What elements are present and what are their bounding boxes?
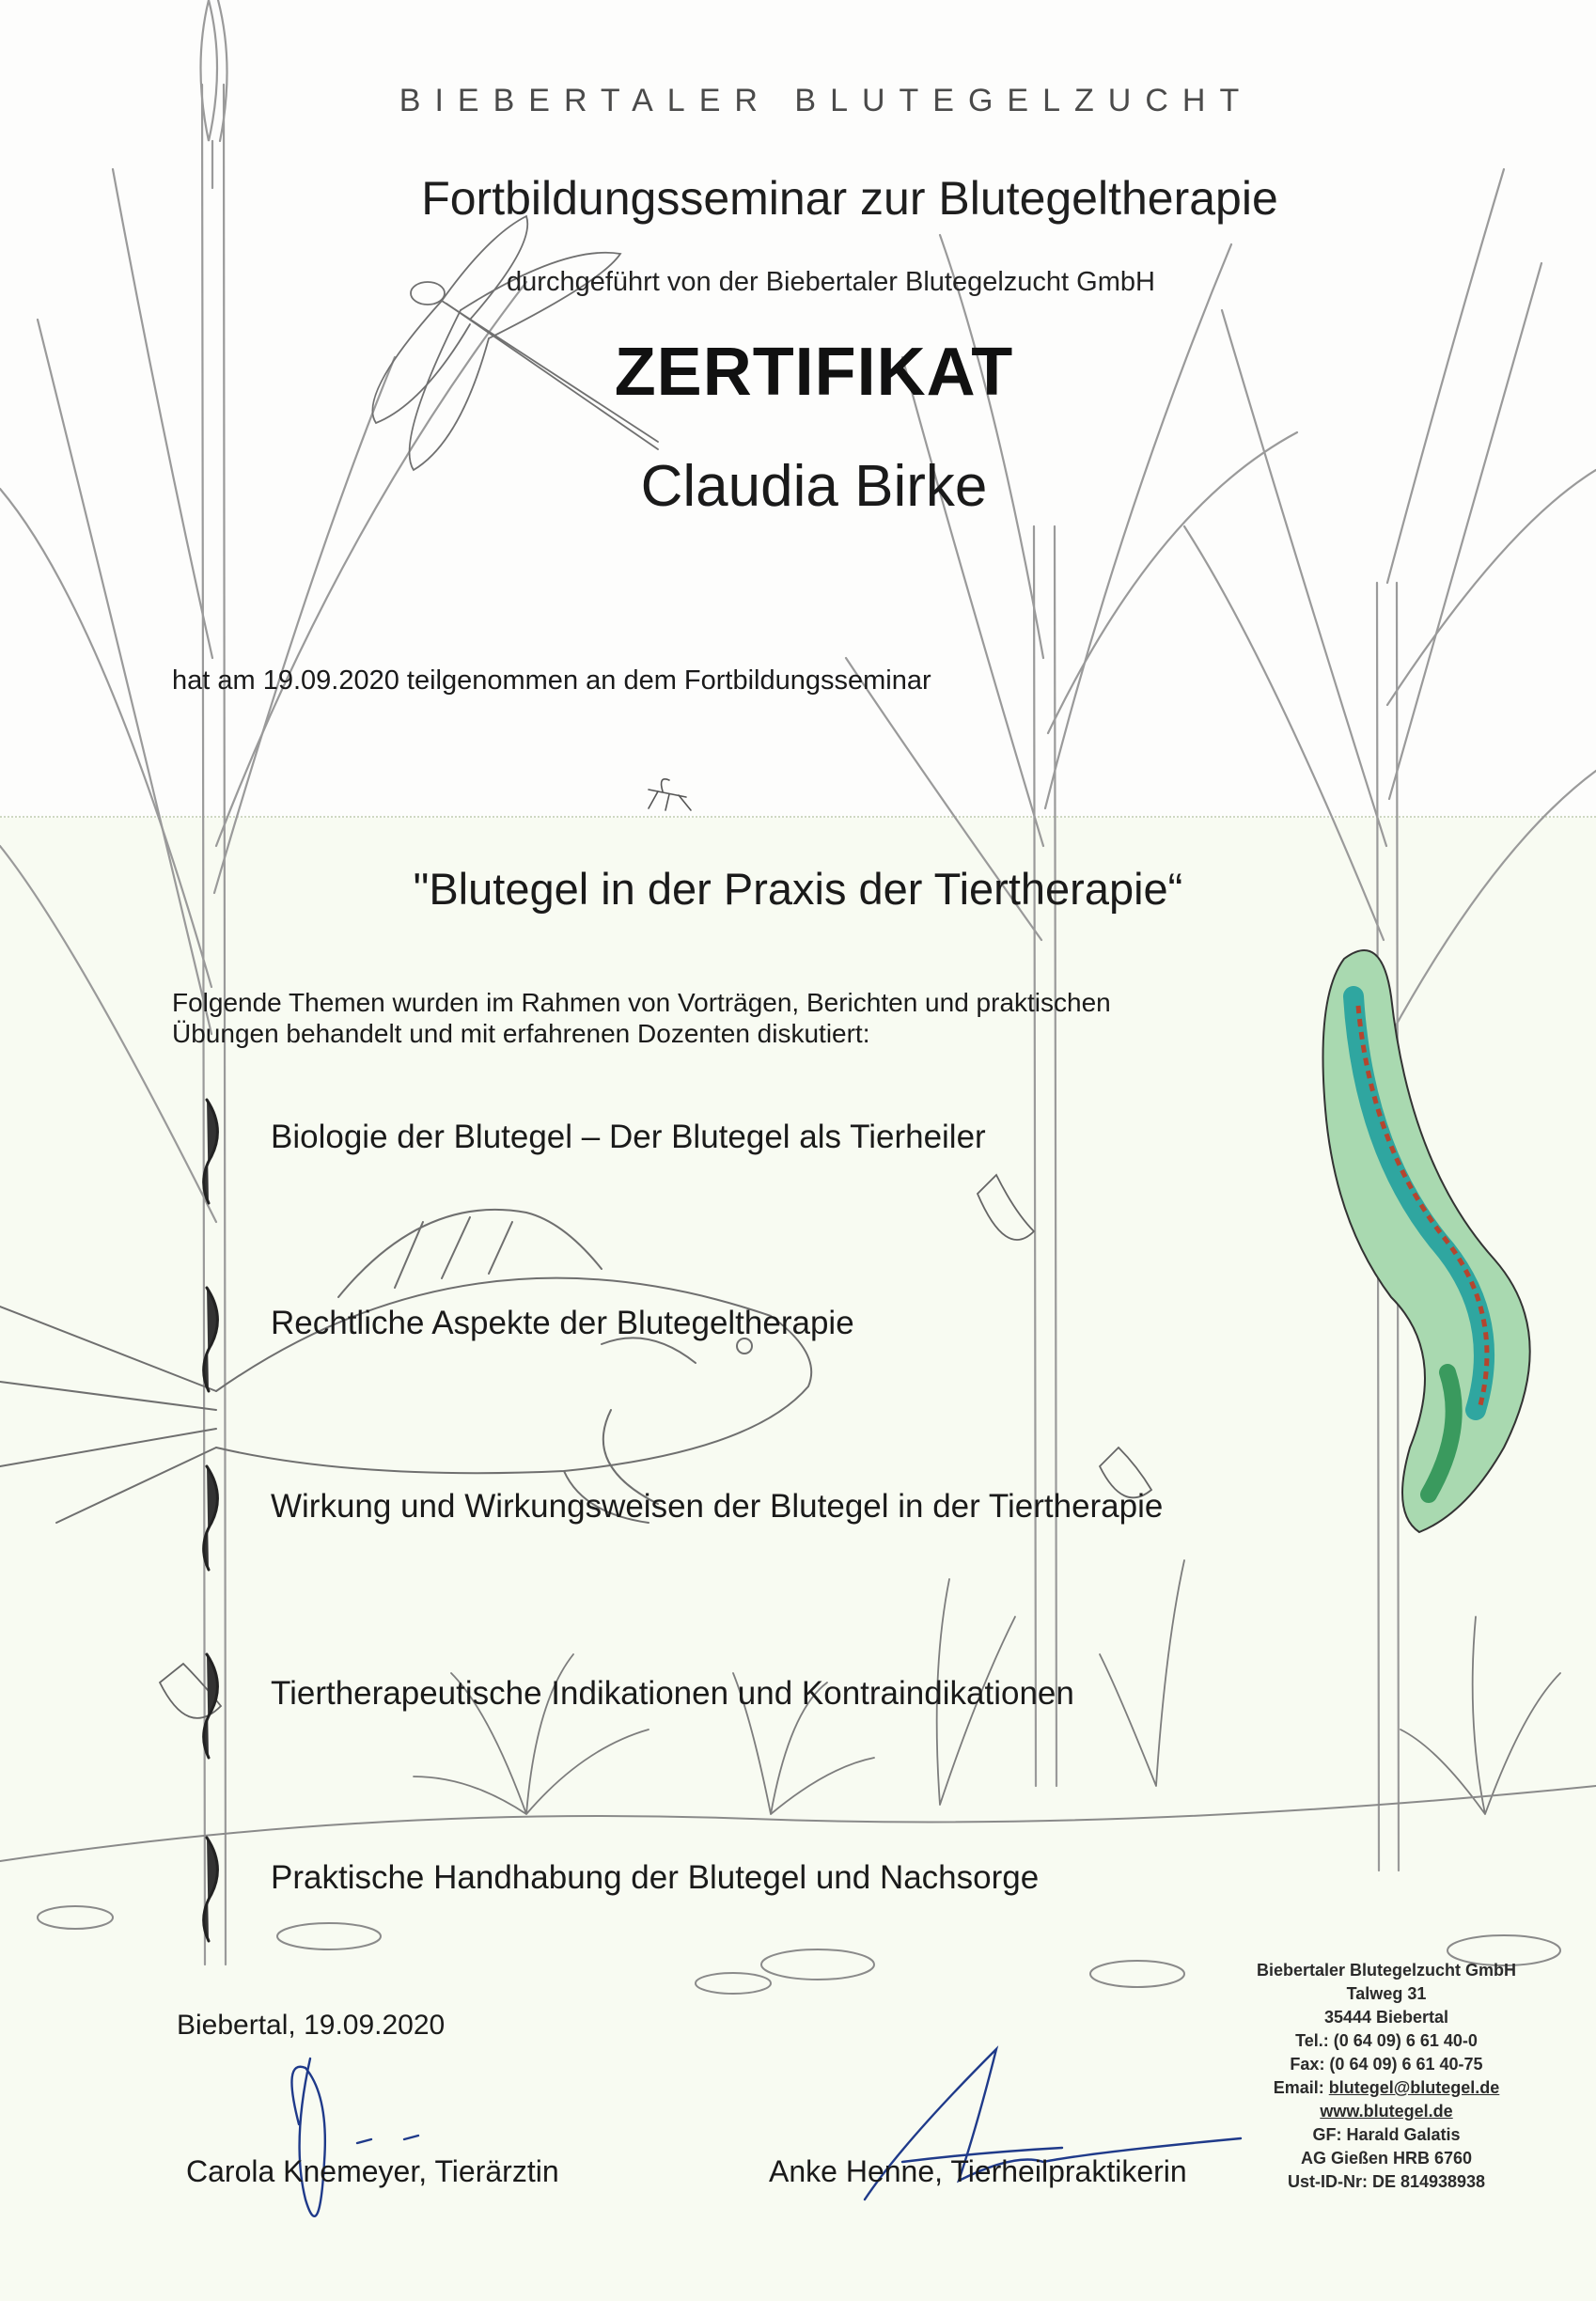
attendance-statement: hat am 19.09.2020 teilgenommen an dem Fortbildungsseminar (172, 665, 931, 696)
stamp-city: 35444 Biebertal (1323, 2008, 1449, 2027)
certificate-heading: ZERTIFIKAT (614, 335, 1014, 410)
conducted-by-line: durchgeführt von der Biebertaler Blutegelzucht GmbH (507, 267, 1155, 297)
stamp-managing-director: GF: Harald Galatis (1312, 2125, 1461, 2144)
stamp-company: Biebertaler Blutegelzucht GmbH (1256, 1961, 1517, 1980)
place-date: Biebertal, 19.09.2020 (177, 2010, 446, 2041)
company-stamp (1222, 1959, 1551, 2194)
fish-drawing (0, 1210, 811, 1523)
seminar-title: Fortbildungsseminar zur Blutegeltherapie (421, 172, 1278, 225)
stamp-street: Talweg 31 (1346, 1984, 1427, 2003)
topic-item: Wirkung und Wirkungsweisen der Blutegel in der Tiertherapie (271, 1488, 1164, 1525)
stamp-register: AG Gießen HRB 6760 (1300, 2149, 1473, 2168)
stamp-web-link[interactable]: www.blutegel.de (1320, 2102, 1453, 2121)
mosquito-drawing (649, 779, 691, 810)
stamp-vat: Ust-ID-Nr: DE 814938938 (1287, 2172, 1486, 2191)
signatory-right: Anke Henne, Tierheilpraktikerin (769, 2154, 1187, 2188)
stamp-tel: Tel.: (0 64 09) 6 61 40-0 (1295, 2031, 1478, 2050)
topic-item: Rechtliche Aspekte der Blutegeltherapie (271, 1305, 854, 1341)
snail-drawings (160, 1175, 1151, 1718)
stamp-email-link[interactable]: blutegel@blutegel.de (1328, 2078, 1500, 2097)
leech-illustration (1323, 950, 1530, 1532)
topic-item: Biologie der Blutegel – Der Blutegel als Tierheiler (271, 1119, 986, 1155)
recipient-name: Claudia Birke (640, 454, 988, 519)
topic-item: Tiertherapeutische Indikationen und Kontraindikationen (271, 1675, 1074, 1712)
stamp-email-row (1222, 2076, 1551, 2100)
course-title: "Blutegel in der Praxis der Tiertherapie“ (413, 864, 1183, 914)
stamp-fax: Fax: (0 64 09) 6 61 40-75 (1290, 2055, 1483, 2074)
signature-marks (291, 2049, 1241, 2216)
organization-header: BIEBERTALER BLUTEGELZUCHT (399, 83, 1254, 118)
topics-intro: Folgende Themen wurden im Rahmen von Vorträgen, Berichten und praktischen Übungen behandelt und mit erfahrenen Dozenten diskutiert: (172, 988, 1111, 1048)
topic-item: Praktische Handhabung der Blutegel und Nachsorge (271, 1859, 1040, 1896)
topic-bullet-leeches (204, 1100, 218, 1941)
stamp-email-label: Email: (1273, 2078, 1324, 2097)
signatory-left: Carola Knemeyer, Tierärztin (186, 2154, 559, 2188)
